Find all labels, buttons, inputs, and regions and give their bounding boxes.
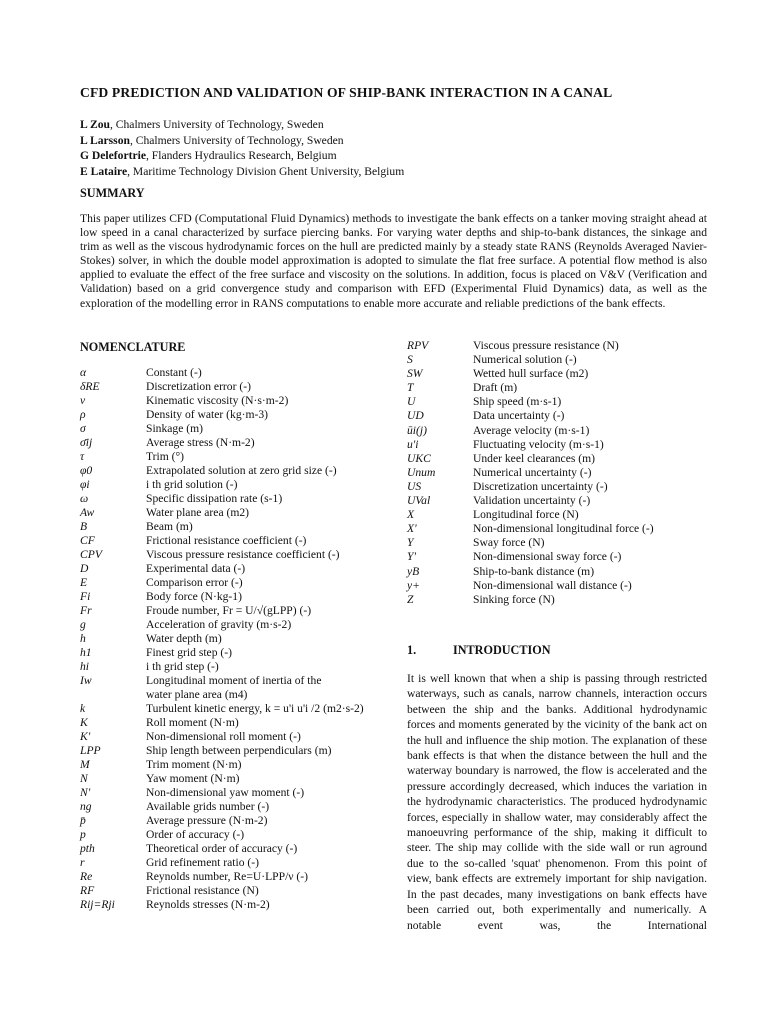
nomenclature-definition: Viscous pressure resistance (N) [473,339,619,352]
section-title: INTRODUCTION [453,643,551,657]
nomenclature-entry [80,828,380,842]
nomenclature-symbol: p [80,828,86,841]
summary-heading: SUMMARY [80,186,145,200]
nomenclature-definition: Experimental data (-) [146,562,246,575]
nomenclature-entry [80,450,380,464]
nomenclature-symbol: pth [80,842,95,855]
nomenclature-entry [80,464,380,478]
nomenclature-entry [407,452,707,466]
nomenclature-entry [407,480,707,494]
nomenclature-symbol: B [80,520,88,533]
nomenclature-definition: Roll moment (N·m) [146,716,239,729]
author-affiliation: , Chalmers University of Technology, Sweden [129,133,344,147]
nomenclature-entry [80,800,380,814]
nomenclature-symbol: α [80,366,87,379]
nomenclature-entry [407,395,707,409]
nomenclature-entry [80,576,380,590]
nomenclature-definition: Longitudinal moment of inertia of the [146,674,322,687]
nomenclature-entry [407,353,707,367]
nomenclature-entry [80,548,380,562]
nomenclature-definition: Comparison error (-) [146,576,243,589]
author-line [80,117,404,133]
nomenclature-symbol: r [80,856,85,869]
nomenclature-symbol: RPV [407,339,429,352]
author-line [80,148,404,164]
nomenclature-definition: Reynolds stresses (N·m-2) [146,898,270,911]
nomenclature-entry [407,339,707,353]
nomenclature-symbol: ρ [80,408,86,421]
nomenclature-symbol: UKC [407,451,431,465]
nomenclature-entry [407,550,707,564]
nomenclature-definition: Trim (°) [146,450,185,463]
nomenclature-symbol: UVal [407,494,431,508]
nomenclature-symbol: hi [80,660,90,673]
nomenclature-symbol: X [407,508,415,522]
nomenclature-entry [80,562,380,576]
nomenclature-definition: Yaw moment (N·m) [146,772,240,785]
nomenclature-entry [80,618,380,632]
nomenclature-definition: Extrapolated solution at zero grid size (-) [146,464,337,477]
nomenclature-symbol: ν [80,394,86,407]
nomenclature-symbol: σ̄ij [80,436,93,449]
nomenclature-symbol: p̄ [80,814,86,827]
nomenclature-entry [80,394,380,408]
introduction-text: It is well known that when a ship is passing through restricted waterways, such as canals, narrow channels, interaction occurs between the ship and the banks. Additional hydrodynamic forces and moments generated by the vicinity of the bank act on the hull and influence the ship motion. The explanation of these bank effects is that when the distance between the hull and the waterway boundary is narrowed, the flow is accelerated and the pressure accordingly decreased, which induces the variation in the hydrodynamic characteristics. The produced hydrodynamic forces, especially in shallow water, may considerably affect the manoeuvring performance of the ship, making it difficult to steer. The ship may collide with the side wall or run aground due to the so-called 'squat' phenomenon. From this point of view, bank effects are extremely important for ship navigation. In the past decades, many investigations on bank effects have been carried out, both experimentally and numerically. A notable event was, the International [407,672,707,932]
nomenclature-definition: Discretization uncertainty (-) [473,479,608,493]
nomenclature-entry [80,534,380,548]
nomenclature-entry [80,702,380,716]
nomenclature-symbol: ng [80,800,92,813]
nomenclature-entry [80,478,380,492]
nomenclature-definition: Under keel clearances (m) [473,451,595,465]
abstract-text: This paper utilizes CFD (Computational Fluid Dynamics) methods to investigate the bank effects on a tanker moving straight ahead at low speed in a canal characterized by surface piercing banks. For varying water depths and ship-to-bank distances, the sinkage and trim as well as the viscous hydrodynamic forces on the hull are predicted mainly by a steady state RANS (Reynolds Averaged Navier-Stokes) solver, in which the double model approximation is adopted to simulate the flat free surface. A potential flow method is also applied to evaluate the effect of the free surface and viscosity on the solutions. In addition, focus is placed on V&V (Verification and Validation) based on a grid convergence study and comparison with EFD (Experimental Fluid Dynamics) data, as well as the exploration of the modelling error in RANS computations to enable more accurate and reliable predictions of the bank effects. [80,212,707,310]
nomenclature-definition: water plane area (m4) [146,688,248,701]
nomenclature-entry [407,522,707,536]
nomenclature-definition: Froude number, Fr = U/√(gLPP) (-) [146,604,312,617]
nomenclature-entry [407,438,707,452]
nomenclature-symbol: CF [80,534,95,547]
nomenclature-definition: Reynolds number, Re=U·LPP/ν (-) [146,870,309,883]
nomenclature-definition: Trim moment (N·m) [146,758,242,771]
nomenclature-symbol: K' [80,730,91,743]
nomenclature-definition: Turbulent kinetic energy, k = u'i u'i /2 (m2·s-2) [146,702,364,715]
nomenclature-symbol: yB [407,564,420,578]
nomenclature-entry [80,422,380,436]
nomenclature-definition: Ship-to-bank distance (m) [473,564,595,578]
nomenclature-definition: Non-dimensional roll moment (-) [146,730,301,743]
nomenclature-definition: Density of water (kg·m-3) [146,408,269,421]
nomenclature-entry [80,842,380,856]
nomenclature-symbol: E [80,576,88,589]
author-name: G Delefortrie [80,149,146,163]
nomenclature-definition: i th grid step (-) [146,660,219,673]
nomenclature-definition: Order of accuracy (-) [146,828,245,841]
nomenclature-entry [407,409,707,423]
nomenclature-symbol: K [80,716,88,729]
nomenclature-definition: Ship speed (m·s-1) [473,395,562,409]
author-name: E Lataire [80,164,128,178]
nomenclature-symbol: M [80,758,90,771]
paper-title: CFD PREDICTION AND VALIDATION OF SHIP-BANK INTERACTION IN A CANAL [80,85,613,100]
nomenclature-definition: Average pressure (N·m-2) [146,814,268,827]
nomenclature-definition: Average velocity (m·s-1) [473,423,590,437]
nomenclature-entry [80,688,380,702]
nomenclature-definition: Theoretical order of accuracy (-) [146,842,298,855]
author-line [80,133,404,149]
nomenclature-definition: Non-dimensional wall distance (-) [473,578,632,592]
nomenclature-entry [407,424,707,438]
nomenclature-entry [80,492,380,506]
nomenclature-symbol: ω [80,492,89,505]
nomenclature-symbol: φ0 [80,464,93,477]
nomenclature-entry [407,508,707,522]
nomenclature-entry [80,898,380,912]
nomenclature-entry [80,674,380,688]
nomenclature-symbol: φi [80,478,90,491]
nomenclature-symbol: U [407,395,416,409]
nomenclature-entry [407,593,707,607]
nomenclature-definition: Grid refinement ratio (-) [146,856,259,869]
nomenclature-definition: Available grids number (-) [146,800,270,813]
nomenclature-entry [407,367,707,381]
nomenclature-entry [407,466,707,480]
nomenclature-entry [407,381,707,395]
nomenclature-definition: Finest grid step (-) [146,646,232,659]
section-number: 1. [407,643,417,657]
nomenclature-symbol: y+ [407,578,420,592]
nomenclature-entry [407,565,707,579]
nomenclature-symbol: Y' [407,550,416,564]
nomenclature-symbol: Z [407,592,414,606]
author-list [80,117,404,179]
nomenclature-definition: Acceleration of gravity (m·s-2) [146,618,292,631]
nomenclature-symbol: UD [407,409,424,423]
nomenclature-entry [80,646,380,660]
nomenclature-symbol: S [407,353,413,367]
nomenclature-entry [80,786,380,800]
nomenclature-symbol: σ [80,422,86,435]
nomenclature-entry [80,758,380,772]
nomenclature-entry [80,520,380,534]
nomenclature-definition: Average stress (N·m-2) [146,436,255,449]
nomenclature-symbol: Iw [80,674,92,687]
nomenclature-symbol: Aw [80,506,95,519]
nomenclature-entry [80,772,380,786]
nomenclature-definition: Draft (m) [473,381,518,395]
nomenclature-definition: Kinematic viscosity (N·s·m-2) [146,394,289,407]
nomenclature-entry [80,604,380,618]
nomenclature-definition: Sway force (N) [473,536,545,550]
nomenclature-entry [407,494,707,508]
author-affiliation: , Chalmers University of Technology, Sweden [109,118,324,131]
nomenclature-entry [80,590,380,604]
nomenclature-entry [80,632,380,646]
nomenclature-symbol: SW [407,367,423,381]
nomenclature-symbol: u'i [407,437,419,451]
nomenclature-definition: Ship length between perpendiculars (m) [146,744,332,757]
nomenclature-definition: Longitudinal force (N) [473,508,579,522]
nomenclature-definition: Beam (m) [146,520,193,533]
author-name: L Zou [80,118,110,131]
nomenclature-entry [80,506,380,520]
nomenclature-definition: Discretization error (-) [146,380,251,393]
nomenclature-symbol: g [80,618,86,631]
nomenclature-entry [80,870,380,884]
introduction-heading [407,643,551,658]
nomenclature-definition: Non-dimensional longitudinal force (-) [473,522,654,536]
nomenclature-symbol: N' [80,786,91,799]
nomenclature-symbol: Unum [407,465,436,479]
nomenclature-definition: Frictional resistance coefficient (-) [146,534,307,547]
author-affiliation: , Maritime Technology Division Ghent University, Belgium [127,164,405,178]
nomenclature-symbol: X' [407,522,417,536]
nomenclature-entry [80,716,380,730]
nomenclature-symbol: Fi [80,590,91,603]
nomenclature-symbol: Re [80,870,93,883]
nomenclature-symbol: ūi(j) [407,423,427,437]
nomenclature-symbol: h1 [80,646,92,659]
nomenclature-definition: Non-dimensional yaw moment (-) [146,786,305,799]
nomenclature-symbol: Rij=Rji [80,898,115,911]
nomenclature-definition: Sinkage (m) [146,422,203,435]
nomenclature-entry [80,660,380,674]
nomenclature-entry [80,408,380,422]
nomenclature-symbol: δRE [80,380,100,393]
nomenclature-definition: Wetted hull surface (m2) [473,367,589,381]
nomenclature-entry [407,536,707,550]
nomenclature-definition: Fluctuating velocity (m·s-1) [473,437,604,451]
nomenclature-list-left [80,366,380,912]
nomenclature-symbol: Fr [80,604,92,617]
nomenclature-definition: Non-dimensional sway force (-) [473,550,622,564]
author-line [80,164,404,180]
nomenclature-symbol: D [80,562,89,575]
nomenclature-symbol: CPV [80,548,102,561]
nomenclature-entry [80,856,380,870]
nomenclature-entry [80,744,380,758]
nomenclature-symbol: RF [80,884,95,897]
nomenclature-definition: Viscous pressure resistance coefficient (-) [146,548,340,561]
nomenclature-entry [80,366,380,380]
nomenclature-entry [80,730,380,744]
nomenclature-definition: Numerical uncertainty (-) [473,465,592,479]
nomenclature-symbol: LPP [80,744,101,757]
nomenclature-definition: Numerical solution (-) [473,353,577,367]
nomenclature-definition: Validation uncertainty (-) [473,494,591,508]
nomenclature-symbol: h [80,632,86,645]
author-name: L Larsson [80,133,130,147]
nomenclature-definition: Constant (-) [146,366,202,379]
nomenclature-symbol: k [80,702,86,715]
nomenclature-definition: Water plane area (m2) [146,506,250,519]
nomenclature-symbol: τ [80,450,85,463]
nomenclature-definition: Sinking force (N) [473,592,555,606]
nomenclature-symbol: Y [407,536,414,550]
nomenclature-symbol: US [407,479,422,493]
nomenclature-entry [80,380,380,394]
nomenclature-symbol: T [407,381,414,395]
nomenclature-definition: Water depth (m) [146,632,222,645]
nomenclature-definition: Data uncertainty (-) [473,409,565,423]
nomenclature-list-right [407,339,707,607]
nomenclature-definition: Specific dissipation rate (s-1) [146,492,283,505]
nomenclature-entry [80,814,380,828]
nomenclature-definition: Frictional resistance (N) [146,884,259,897]
nomenclature-entry [407,579,707,593]
nomenclature-definition: i th grid solution (-) [146,478,238,491]
nomenclature-entry [80,884,380,898]
nomenclature-symbol: N [80,772,88,785]
nomenclature-definition: Body force (N·kg-1) [146,590,242,603]
nomenclature-entry [80,436,380,450]
author-affiliation: , Flanders Hydraulics Research, Belgium [145,149,337,163]
nomenclature-heading: NOMENCLATURE [80,340,186,354]
